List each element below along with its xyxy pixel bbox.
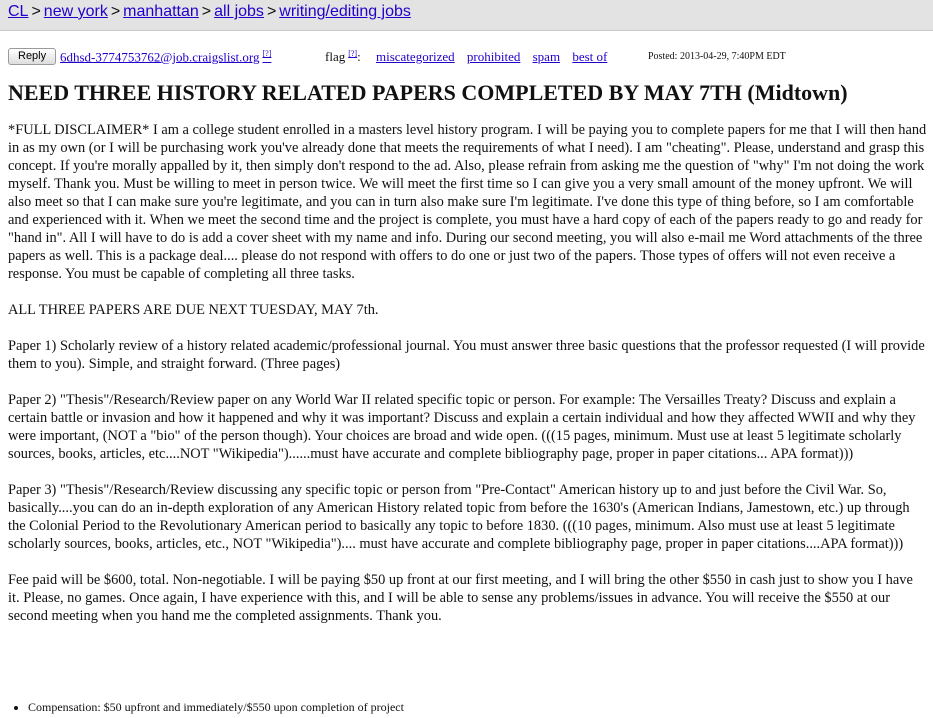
breadcrumb-separator: > <box>201 3 212 20</box>
posted-date: Posted: 2013-04-29, 7:40PM EDT <box>648 51 786 62</box>
breadcrumb <box>0 0 933 31</box>
breadcrumb-separator: > <box>266 3 277 20</box>
breadcrumb-cl-link[interactable]: CL <box>8 3 29 20</box>
flag-prohibited-link[interactable]: prohibited <box>466 49 521 65</box>
breadcrumb-all-jobs-link[interactable]: all jobs <box>214 3 264 20</box>
compensation-item: • Compensation: $50 upfront and immediately/$550 upon completion of project <box>28 700 404 714</box>
posting-paragraph-paper-2: Paper 2) "Thesis"/Research/Review paper on any World War II related specific topic or person. For example: The Versailles Treaty? Discuss and explain a certain battle or invasion and how it happened and why it was important? Discuss and explain a certain individual and how they affected WWII and why they were important, (NOT a "bio" of the person though). Your choices are broad and wide open. (((15 pages, minimum. Must use at least 5 legitimate scholarly sources, books, articles, etc....NOT "Wikipedia")......must have accurate and complete bibliography page, proper in paper citations... APA format))) <box>8 392 916 462</box>
flag-help-link[interactable]: [?] <box>348 49 358 58</box>
breadcrumb-new-york-link[interactable]: new york <box>43 3 108 20</box>
posting-blurbs <box>8 700 404 714</box>
flag-best-of-link[interactable]: best of <box>572 49 608 65</box>
flag-block <box>325 49 616 65</box>
posting-title: NEED THREE HISTORY RELATED PAPERS COMPLETED BY MAY 7TH (Midtown) <box>8 80 848 105</box>
reply-email-address[interactable]: 6dhsd-3774753762@job.craigslist.org <box>60 49 260 65</box>
flag-spam-link[interactable]: spam <box>532 49 561 65</box>
breadcrumb-separator: > <box>110 3 121 20</box>
flag-miscategorized-link[interactable]: miscategorized <box>375 49 455 65</box>
reply-button[interactable]: Reply <box>8 48 56 65</box>
reply-email-help-link[interactable]: [?] <box>262 49 272 58</box>
flag-colon: : <box>357 49 361 65</box>
breadcrumb-manhattan-link[interactable]: manhattan <box>123 3 199 20</box>
posting-paragraph-disclaimer: *FULL DISCLAIMER* I am a college student enrolled in a masters level history program. I will be paying you to complete papers for me that I will then hand in as my own (or I will be purchasing work you've already done that meets the requirements of what I need). I am "cheating". Please, understand and grasp this concept. If you're morally appalled by it, then simply don't respond to the ad. Also, please refrain from asking me the question of "why" I'm not doing the work myself. Thank you. Must be willing to meet in person twice. We will meet the first time so I can give you a very small amount of the money upfront. We will also meet so that I can make sure you're legitimate, and you can in turn also make sure I'm legitimate. I've done this type of thing before, so I am comfortable and experienced with it. When we meet the second time and the project is complete, you must have a hard copy of each of the papers ready to go and ready for "hand in". All I will have to do is add a cover sheet with my name and info. During our second meeting, you will also e-mail me Word attachments of the three papers as well. This is a package deal.... please do not respond with offers to do one or just two of the papers. Those types of offers will not even receive a response. You must be capable of completing all three tasks. <box>8 122 927 282</box>
posting-paragraph-due-date: ALL THREE PAPERS ARE DUE NEXT TUESDAY, MAY 7th. <box>8 302 379 318</box>
flag-label <box>325 49 361 64</box>
reply-email-link[interactable] <box>60 49 271 65</box>
posting-body <box>8 121 928 643</box>
reply-bar <box>8 46 925 70</box>
breadcrumb-writing-editing-jobs-link[interactable]: writing/editing jobs <box>279 3 411 20</box>
breadcrumb-separator: > <box>31 3 41 20</box>
posting-paragraph-paper-1: Paper 1) Scholarly review of a history related academic/professional journal. You must answer three basic questions that the professor requested (I will provide them to you). Simple, and straight forward. (Three pages) <box>8 338 925 372</box>
posting-paragraph-fee: Fee paid will be $600, total. Non-negotiable. I will be paying $50 up front at our first meeting, and I will bring the other $550 in cash just to show you I have it. Please, no games. Once again, I have experience with this, and I will be able to sense any problems/issues in advance. You will receive the $550 at our second meeting when you hand me the completed assignments. Thank you. <box>8 572 913 624</box>
flag-label-text: flag <box>325 49 346 65</box>
posting-paragraph-paper-3: Paper 3) "Thesis"/Research/Review discussing any specific topic or person from "Pre-Contact" American history up to and just before the Civil War. So, basically....you can do an in-depth exploration of any American History related topic from before the 1630's (American Indians, Jamestown, etc.) up through the Colonial Period to the Revolutionary American period to basically any topic to before 1830. (((10 pages, minimum. Also must use at least 5 legitimate scholarly sources, books, articles, etc., NOT "Wikipedia").... must have accurate and complete bibliography page, proper in paper citations....APA format))) <box>8 482 910 552</box>
